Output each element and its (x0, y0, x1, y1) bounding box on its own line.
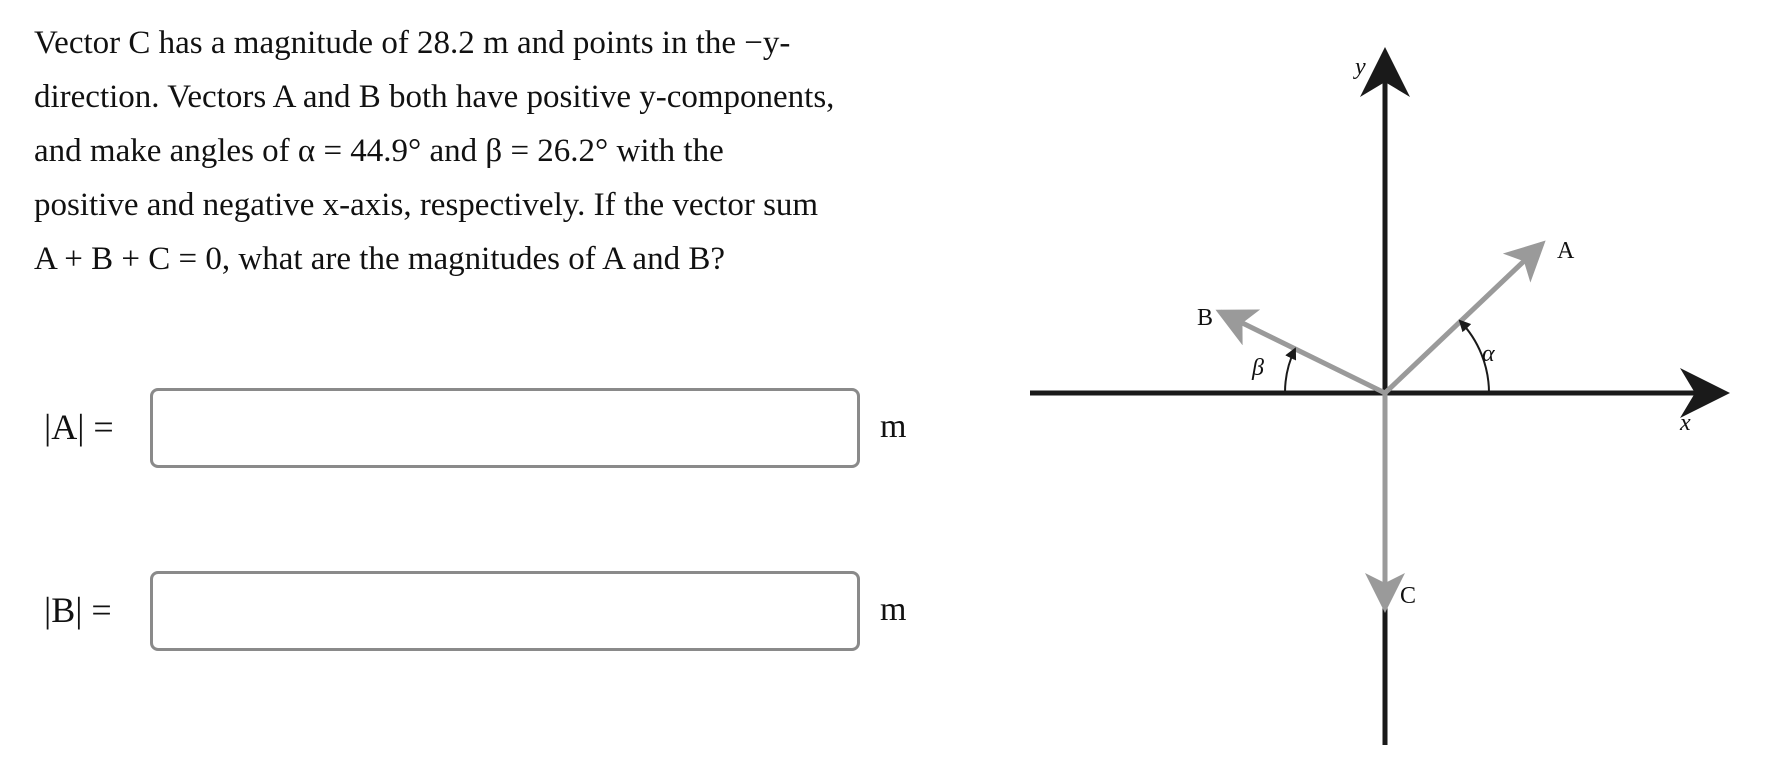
vector-b (1220, 312, 1385, 393)
vector-b-label: B (1197, 305, 1214, 331)
magnitude-b-input[interactable] (150, 571, 860, 651)
answer-row-a (0, 388, 960, 472)
vector-c-label: C (1400, 583, 1417, 609)
magnitude-a-label: |A| = (44, 407, 114, 447)
problem-line-1: Vector C has a magnitude of 28.2 m and points in the −y- (34, 25, 791, 61)
angle-beta-arc (1285, 349, 1295, 393)
magnitude-a-input[interactable] (150, 388, 860, 468)
problem-line-4: positive and negative x-axis, respectively. If the vector sum (34, 187, 819, 223)
problem-line-3: and make angles of α = 44.9° and β = 26.2° with the (34, 133, 724, 169)
vector-a-label: A (1557, 238, 1575, 264)
problem-line-5: A + B + C = 0, what are the magnitudes of A and B? (34, 241, 725, 277)
magnitude-a-unit: m (880, 408, 907, 445)
angle-beta-label: β (1252, 355, 1264, 381)
problem-statement (34, 16, 934, 286)
vector-diagram (1020, 30, 1760, 758)
x-axis-label: x (1680, 410, 1691, 436)
problem-line-2: direction. Vectors A and B both have positive y-components, (34, 79, 835, 115)
y-axis-label: y (1355, 54, 1366, 80)
angle-alpha-label: α (1482, 341, 1495, 367)
magnitude-b-label: |B| = (44, 590, 112, 630)
magnitude-b-unit: m (880, 591, 907, 628)
vector-a (1385, 244, 1542, 393)
answer-row-b (0, 571, 960, 655)
